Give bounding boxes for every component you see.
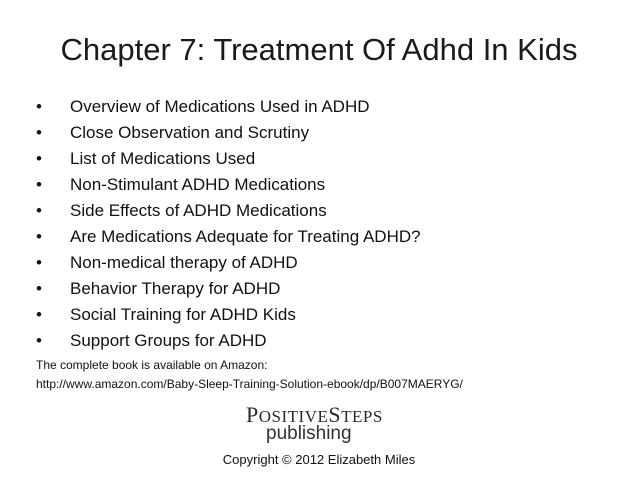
bullet-item xyxy=(36,250,421,276)
bullet-marker: • xyxy=(36,331,42,350)
bullet-marker: • xyxy=(36,97,42,116)
bullet-text: Behavior Therapy for ADHD xyxy=(70,279,281,298)
bullet-text: Social Training for ADHD Kids xyxy=(70,305,296,324)
bullet-text: Overview of Medications Used in ADHD xyxy=(70,97,370,116)
bullet-marker: • xyxy=(36,279,42,298)
logo-subtitle: publishing xyxy=(266,423,352,444)
bullet-marker: • xyxy=(36,227,42,246)
bullet-item xyxy=(36,302,421,328)
bullet-text: Are Medications Adequate for Treating ADHD? xyxy=(70,227,421,246)
bullet-item xyxy=(36,276,421,302)
bullet-item xyxy=(36,328,421,354)
availability-note: The complete book is available on Amazon: xyxy=(36,358,268,372)
bullet-item xyxy=(36,198,421,224)
bullet-item xyxy=(36,172,421,198)
bullet-text: Non-Stimulant ADHD Medications xyxy=(70,175,326,194)
positivesteps-logo xyxy=(238,402,388,446)
bullet-text: Close Observation and Scrutiny xyxy=(70,123,310,142)
bullet-text: Support Groups for ADHD xyxy=(70,331,267,350)
bullet-text: Side Effects of ADHD Medications xyxy=(70,201,327,220)
bullet-item xyxy=(36,224,421,250)
bullet-marker: • xyxy=(36,123,42,142)
bullet-item xyxy=(36,94,421,120)
bullet-text: Non-medical therapy of ADHD xyxy=(70,253,298,272)
bullet-item xyxy=(36,146,421,172)
amazon-url-link[interactable]: http://www.amazon.com/Baby-Sleep-Training-Solution-ebook/dp/B007MAERYG/ xyxy=(36,377,463,391)
slide-title: Chapter 7: Treatment Of Adhd In Kids xyxy=(60,32,578,67)
bullet-marker: • xyxy=(36,253,42,272)
bullet-marker: • xyxy=(36,175,42,194)
bullet-marker: • xyxy=(36,149,42,168)
bullet-marker: • xyxy=(36,201,42,220)
logo-wordmark: POSITIVESTEPS xyxy=(246,402,383,427)
bullet-text: List of Medications Used xyxy=(70,149,256,168)
bullet-list xyxy=(36,94,421,354)
bullet-marker: • xyxy=(36,305,42,324)
bullet-item xyxy=(36,120,421,146)
copyright-text: Copyright © 2012 Elizabeth Miles xyxy=(222,452,416,467)
